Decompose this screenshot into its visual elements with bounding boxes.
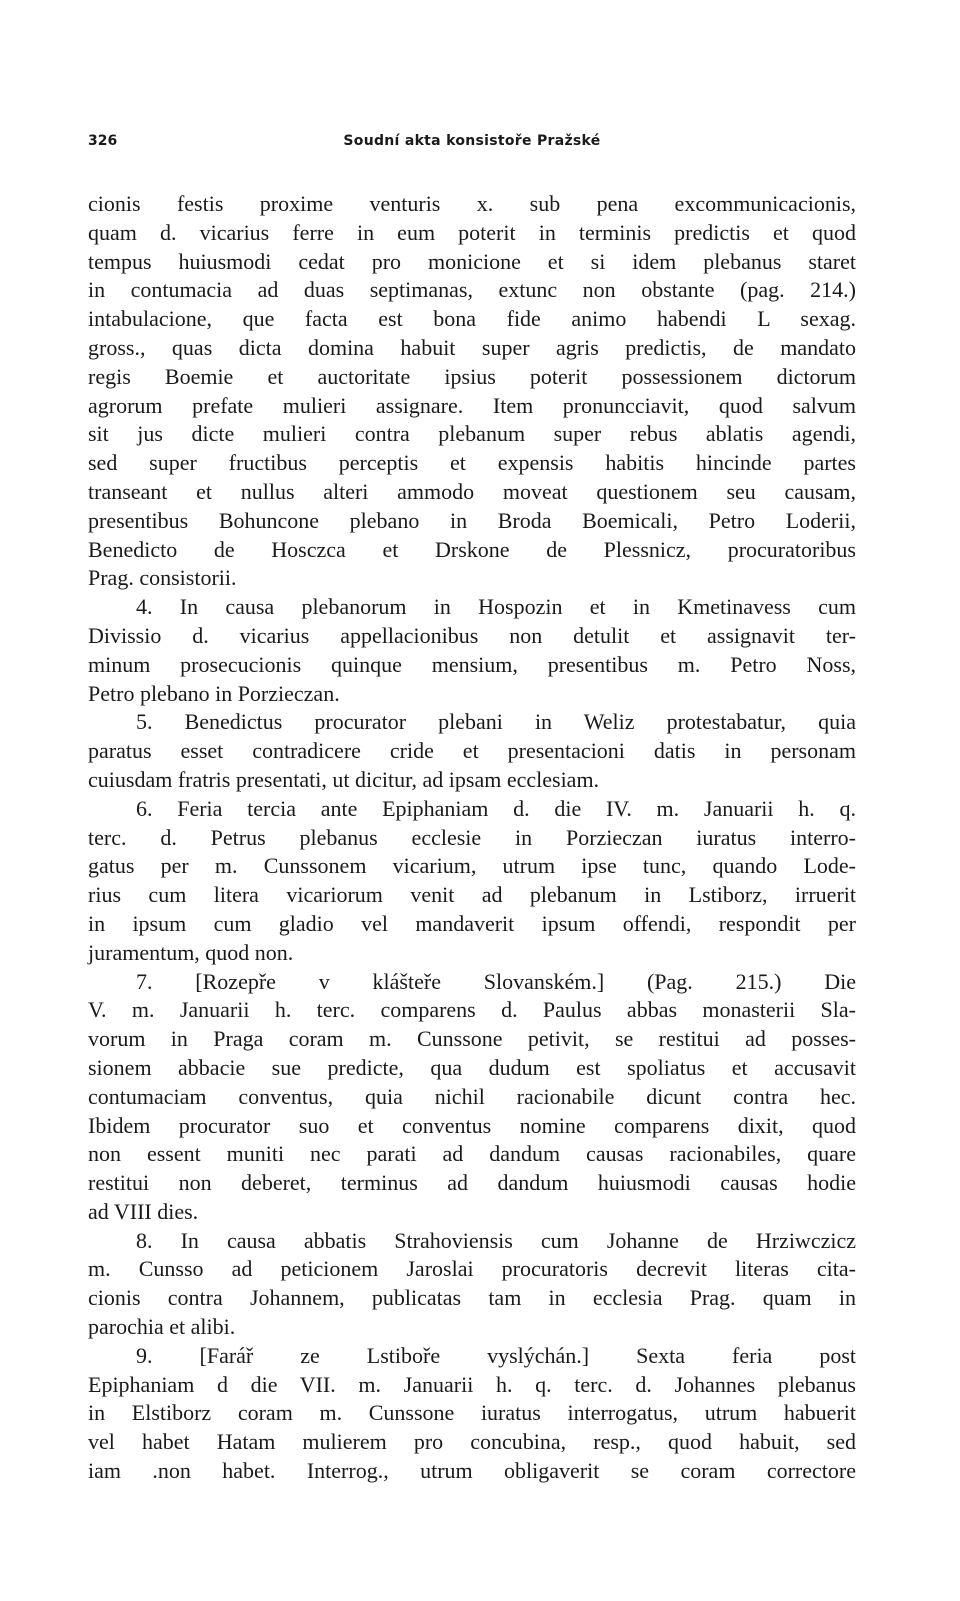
text-line: agrorum prefate mulieri assignare. Item pronuncciavit, quod salvum [88, 392, 856, 418]
text-line: cuiusdam fratris presentati, ut dicitur, ad ipsam ecclesiam. [88, 766, 600, 792]
text-line: rius cum litera vicariorum venit ad plebanum in Lstiborz, irruerit [88, 882, 856, 908]
text-line: restitui non deberet, terminus ad dandum huiusmodi causas hodie [88, 1170, 856, 1196]
text-line: sionem abbacie sue predicte, qua dudum est spoliatus et accusavit [88, 1054, 856, 1080]
text-line: 7. [Rozepře v klášteře Slovanském.] (Pag. 215.) Die [136, 968, 856, 994]
text-line: gross., quas dicta domina habuit super agris predictis, de mandato [88, 334, 856, 360]
running-title: Soudní akta konsistoře Pražské [343, 133, 601, 149]
text-line: Epiphaniam d die VII. m. Januarii h. q. terc. d. Johannes plebanus [88, 1371, 856, 1397]
text-line: vorum in Praga coram m. Cunssone petivit, se restitui ad posses- [88, 1026, 856, 1052]
body-text [88, 190, 856, 1486]
text-line: m. Cunsso ad peticionem Jaroslai procuratoris decrevit literas cita- [88, 1256, 856, 1282]
text-line: transeant et nullus alteri ammodo moveat questionem seu causam, [88, 478, 856, 504]
text-line: paratus esset contradicere cride et presentacioni datis in personam [88, 738, 856, 764]
text-line: in contumacia ad duas septimanas, extunc non obstante (pag. 214.) [88, 277, 856, 303]
text-line: vel habet Hatam mulierem pro concubina, resp., quod habuit, sed [88, 1429, 856, 1455]
running-header [88, 133, 856, 155]
text-line: 5. Benedictus procurator plebani in Weliz protestabatur, quia [136, 709, 856, 735]
text-line: Prag. consistorii. [88, 565, 237, 591]
text-line: cionis contra Johannem, publicatas tam in ecclesia Prag. quam in [88, 1285, 856, 1311]
text-line: quam d. vicarius ferre in eum poterit in terminis predictis et quod [88, 219, 856, 245]
text-line: minum prosecucionis quinque mensium, presentibus m. Petro Noss, [88, 651, 856, 677]
text-line: V. m. Januarii h. terc. comparens d. Paulus abbas monasterii Sla- [88, 997, 856, 1023]
text-line: iam .non habet. Interrog., utrum obligaverit se coram correctore [88, 1458, 856, 1484]
text-line: 4. In causa plebanorum in Hospozin et in Kmetinavess cum [136, 594, 856, 620]
text-line: Petro plebano in Porzieczan. [88, 680, 340, 706]
text-line: Divissio d. vicarius appellacionibus non detulit et assignavit ter- [88, 622, 856, 648]
text-line: regis Boemie et auctoritate ipsius poterit possessionem dictorum [88, 363, 856, 389]
text-line: Benedicto de Hosczca et Drskone de Plessnicz, procuratoribus [88, 536, 856, 562]
text-line: cionis festis proxime venturis x. sub pena excommunicacionis, [88, 191, 856, 216]
text-line: parochia et alibi. [88, 1314, 236, 1340]
text-line: 9. [Farář ze Lstiboře vyslýchán.] Sexta feria post [136, 1342, 856, 1368]
text-line: 8. In causa abbatis Strahoviensis cum Johanne de Hrziwczicz [136, 1227, 856, 1253]
text-line: presentibus Bohuncone plebano in Broda Boemicali, Petro Loderii, [88, 507, 856, 533]
text-line: gatus per m. Cunssonem vicarium, utrum ipse tunc, quando Lode- [88, 853, 856, 879]
text-line: in ipsum cum gladio vel mandaverit ipsum offendi, respondit per [88, 910, 856, 936]
text-line: 6. Feria tercia ante Epiphaniam d. die IV. m. Januarii h. q. [136, 795, 856, 821]
text-line: Ibidem procurator suo et conventus nomine comparens dixit, quod [88, 1112, 856, 1138]
text-line: non essent muniti nec parati ad dandum causas racionabiles, quare [88, 1141, 856, 1167]
text-line: sed super fructibus perceptis et expensis habitis hincinde partes [88, 450, 856, 476]
text-line: intabulacione, que facta est bona fide animo habendi L sexag. [88, 306, 856, 332]
text-line: terc. d. Petrus plebanus ecclesie in Porzieczan iuratus interro- [88, 824, 856, 850]
text-line: ad VIII dies. [88, 1198, 199, 1224]
text-line: in Elstiborz coram m. Cunssone iuratus interrogatus, utrum habuerit [88, 1400, 856, 1426]
text-line: contumaciam conventus, quia nichil racionabile dicunt contra hec. [88, 1083, 856, 1109]
text-line: tempus huiusmodi cedat pro monicione et si idem plebanus staret [88, 248, 856, 274]
text-line: sit jus dicte mulieri contra plebanum super rebus ablatis agendi, [88, 421, 856, 447]
text-line: juramentum, quod non. [88, 939, 294, 965]
page-number: 326 [88, 133, 118, 149]
